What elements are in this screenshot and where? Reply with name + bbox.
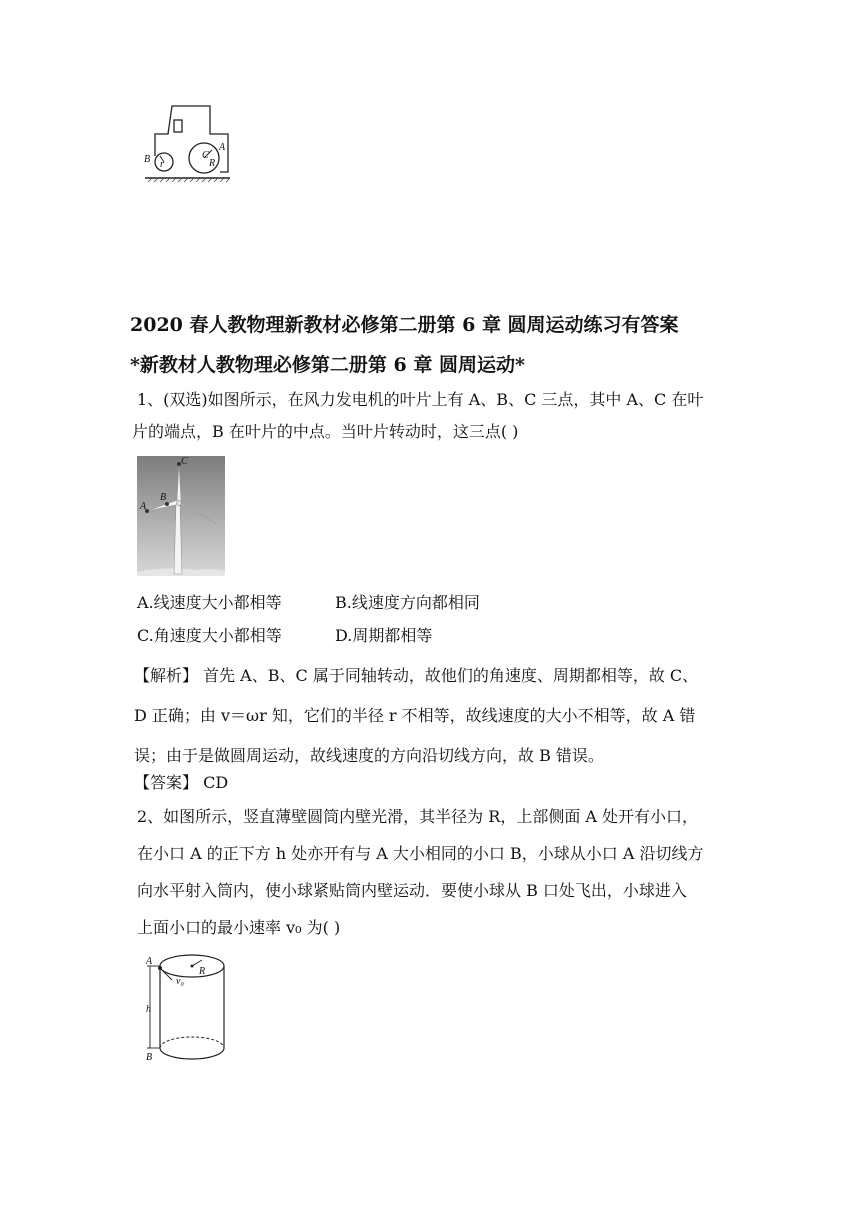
- car-label-b: B: [144, 154, 151, 165]
- cylinder-label-v0: v₀: [176, 976, 184, 987]
- q1-analysis: [134, 656, 744, 776]
- wind-turbine-figure: [137, 456, 225, 576]
- turbine-label-b: B: [160, 492, 167, 503]
- q1-option-d: D.周期都相等: [335, 626, 433, 645]
- q1-option-b: B.线速度方向都相同: [335, 593, 480, 612]
- cylinder-label-a: A: [146, 956, 153, 967]
- q1-analysis-line3: 误；由于是做圆周运动，故线速度的方向沿切线方向，故 B 错误。: [134, 746, 604, 765]
- q1-option-c: C.角速度大小都相等: [137, 626, 282, 645]
- cylinder-label-h: h: [146, 1004, 151, 1015]
- q1-analysis-line2: D 正确；由 v＝ωr 知，它们的半径 r 不相等，故线速度的大小不相等，故 A 错: [134, 706, 696, 725]
- car-wheels-figure: [140, 100, 240, 188]
- car-label-r-small: r: [160, 159, 164, 170]
- turbine-hub: [177, 501, 182, 506]
- q2-line4: 上面小口的最小速率 v₀ 为( ): [137, 918, 341, 937]
- q1-answer: 【答案】 CD: [134, 773, 229, 792]
- car-label-r-big: R: [209, 158, 216, 169]
- q2-line2: 在小口 A 的正下方 h 处亦开有与 A 大小相同的小口 B，小球从小口 A 沿切线方: [137, 844, 704, 863]
- cylinder-label-r: R: [199, 966, 206, 977]
- cylinder-bottom-front: [160, 1048, 224, 1059]
- q1-stem: [132, 384, 737, 448]
- q2-stem: [137, 798, 747, 946]
- turbine-label-c: C: [181, 456, 188, 467]
- car-label-c: C: [202, 150, 209, 161]
- q2-line1: 2、如图所示，竖直薄壁圆筒内壁光滑，其半径为 R，上部侧面 A 处开有小口，: [137, 807, 699, 826]
- cylinder-figure: [142, 952, 238, 1068]
- q1-stem-line1: 1、(双选)如图所示，在风力发电机的叶片上有 A、B、C 三点，其中 A、C 在叶: [137, 390, 704, 409]
- cylinder-label-b: B: [146, 1052, 153, 1063]
- q1-analysis-line1: 【解析】 首先 A、B、C 属于同轴转动，故他们的角速度、周期都相等，故 C、: [134, 666, 699, 685]
- cylinder-bottom-back: [160, 1037, 224, 1048]
- v0-arrow: [162, 970, 172, 980]
- q1-option-a: A.线速度大小都相等: [137, 593, 282, 612]
- car-body: [155, 106, 228, 172]
- q1-stem-line2: 片的端点，B 在叶片的中点。当叶片转动时，这三点( ): [132, 422, 519, 441]
- car-label-a: A: [219, 142, 226, 153]
- page-title: 2020 春人教物理新教材必修第二册第 6 章 圆周运动练习有答案: [130, 314, 679, 336]
- q2-line3: 向水平射入筒内，使小球紧贴筒内壁运动．要使小球从 B 口处飞出，小球进入: [137, 881, 687, 900]
- page-subtitle: *新教材人教物理必修第二册第 6 章 圆周运动*: [130, 354, 525, 376]
- turbine-label-a: A: [140, 501, 147, 512]
